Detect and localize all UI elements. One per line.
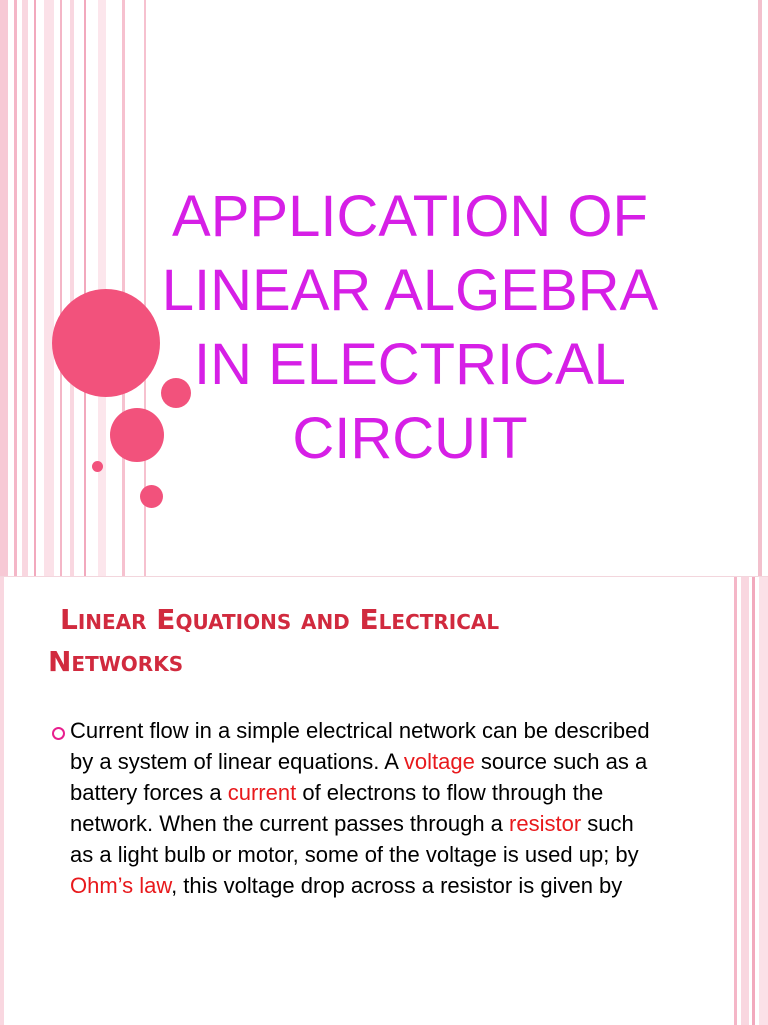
decorative-stripe: [60, 0, 62, 576]
title-line: APPLICATION OF: [172, 184, 648, 249]
decorative-circle-small: [92, 461, 103, 472]
paragraph-text: , this voltage drop across a resistor is given by: [171, 873, 623, 898]
heading-line: Linear Equations and Electrical: [60, 603, 500, 636]
decorative-stripe: [759, 577, 768, 1025]
keyword-voltage: voltage: [403, 749, 475, 774]
decorative-stripe: [752, 577, 755, 1025]
slide-title: [110, 180, 710, 476]
paragraph-text: such as a light bulb or motor, some of the voltage is used up; by: [70, 811, 639, 867]
decorative-circle: [140, 485, 163, 508]
keyword-ohms-law: Ohm’s law: [70, 873, 172, 898]
decorative-stripe: [734, 577, 737, 1025]
decorative-stripe: [0, 0, 8, 576]
decorative-stripe: [0, 577, 4, 1025]
slide-heading: [48, 599, 668, 683]
content-slide: [0, 576, 768, 1025]
decorative-stripe: [22, 0, 28, 576]
decorative-stripe: [741, 577, 749, 1025]
decorative-stripe: [14, 0, 17, 576]
bullet-circle-icon: [52, 727, 65, 740]
paragraph-text: source such as a battery forces a: [70, 749, 648, 805]
decorative-stripe: [98, 0, 106, 576]
decorative-stripe: [758, 0, 762, 576]
decorative-stripe: [44, 0, 54, 576]
keyword-current: current: [227, 780, 297, 805]
title-line: LINEAR ALGEBRA: [161, 258, 659, 323]
title-line: IN ELECTRICAL: [194, 332, 626, 397]
decorative-stripe: [84, 0, 86, 576]
title-line: CIRCUIT: [292, 406, 528, 471]
paragraph-text: Current flow in a simple electrical network can be described by a system of linear equations. A: [70, 718, 650, 774]
decorative-stripe: [70, 0, 74, 576]
paragraph-text: of electrons to flow through the network. When the current passes through a: [70, 780, 604, 836]
keyword-resistor: resistor: [509, 811, 582, 836]
bullet-paragraph: [70, 715, 660, 901]
decorative-stripe: [34, 0, 36, 576]
heading-line: Networks: [48, 645, 184, 678]
